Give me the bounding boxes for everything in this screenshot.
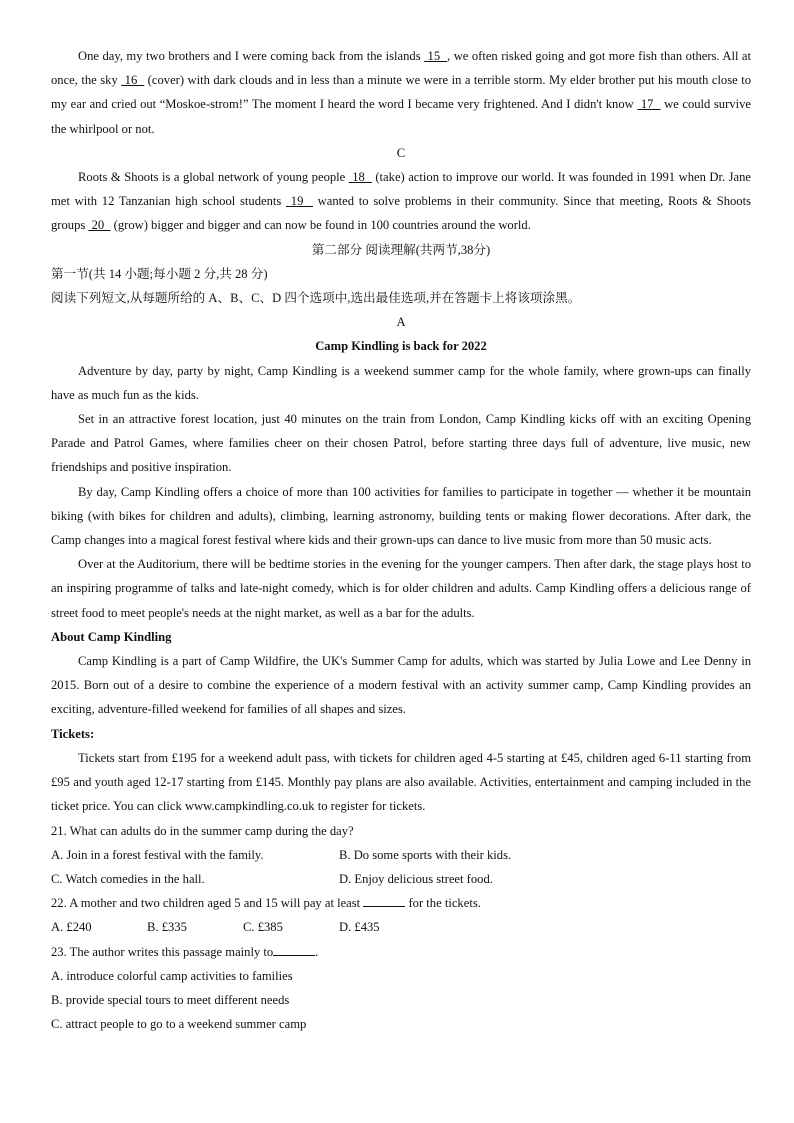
article-paragraph-3: By day, Camp Kindling offers a choice of more than 100 activities for families to participate in together — whether it be mountain biking (with bikes for children and adults), climbing, learning astronomy, building tents or making flower decorations. After dark, the Camp changes into a magical forest festival where kids and their grown-ups can dance to live music from more than 50 music acts. [51, 484, 751, 548]
text-segment: (cover) with dark clouds and in less than a minute we were in a terrible storm. My elder brother put his mouth close to my ear and cried out “Moskoe-strom!” The moment I heard the word I became very frightened. And I didn't know [51, 73, 751, 112]
blank-17[interactable]: 17 [637, 97, 661, 112]
text-segment: (grow) bigger and bigger and can now be found in 100 countries around the world. [110, 218, 531, 233]
article-label: A [396, 315, 406, 330]
text-segment: (take) action to improve our world. It was founded in 1991 when Dr. Jane met with 12 Tanzanian high school students [51, 170, 751, 209]
tickets-heading: Tickets: [51, 726, 95, 741]
q22-option-b[interactable]: B. £335 [147, 920, 187, 935]
exam-page [51, 44, 751, 1036]
q21-options-row-2 [51, 867, 751, 891]
q23-option-b[interactable]: B. provide special tours to meet different needs [51, 992, 290, 1007]
passage-c-label: C [396, 145, 406, 160]
question-23 [51, 940, 751, 964]
part2-title: 第二部分 阅读理解(共两节,38分) [311, 242, 491, 257]
answer-blank[interactable] [363, 893, 405, 907]
question-21: 21. What can adults do in the summer camp during the day? [51, 823, 354, 838]
text-segment: . [315, 944, 319, 959]
q22-option-a[interactable]: A. £240 [51, 920, 92, 935]
q23-option-c[interactable]: C. attract people to go to a weekend summer camp [51, 1017, 307, 1032]
q22-option-d[interactable]: D. £435 [339, 920, 380, 935]
about-heading: About Camp Kindling [51, 629, 172, 644]
text-segment: One day, my two brothers and I were coming back from the islands [78, 49, 425, 63]
section1-heading: 第一节(共 14 小题;每小题 2 分,共 28 分) [51, 266, 268, 281]
article-paragraph-2: Set in an attractive forest location, just 40 minutes on the train from London, Camp Kindling kicks off with an exciting Opening Parade and Patrol Games, where families cheer on their chosen Patrol, before starting three days full of adventure, live music, new friendships and positive inspiration. [51, 412, 751, 475]
q23-option-a[interactable]: A. introduce colorful camp activities to families [51, 968, 293, 983]
article-paragraph-1: Adventure by day, party by night, Camp Kindling is a weekend summer camp for the whole family, where grown-ups can finally have as much fun as the kids. [51, 363, 751, 402]
passage-b-paragraph [51, 44, 751, 141]
blank-16[interactable]: 16 [121, 73, 145, 88]
blank-19[interactable]: 19 [286, 194, 313, 209]
text-segment: 23. The author writes this passage mainly to [51, 944, 274, 959]
q21-option-b[interactable]: B. Do some sports with their kids. [339, 847, 512, 862]
text-segment: for the tickets. [405, 896, 481, 911]
blank-15[interactable]: 15 [424, 49, 448, 63]
article-paragraph-4: Over at the Auditorium, there will be bedtime stories in the evening for the younger campers. Then after dark, the stage plays host to an inspiring programme of talks and late-night comedy, which is for older children and adults. Camp Kindling offers a delicious range of street food to meet people's needs at the night market, as well as a bar for the adults. [51, 557, 751, 620]
text-segment: Roots & Shoots is a global network of young people [78, 170, 349, 185]
text-segment: wanted to solve problems in their community. Since that meeting, Roots & Shoots groups [51, 194, 751, 233]
article-title: Camp Kindling is back for 2022 [315, 339, 487, 354]
text-segment: we could survive the whirlpool or not. [51, 97, 751, 136]
q21-options-row-1 [51, 843, 751, 867]
section1-instruction: 阅读下列短文,从每题所给的 A、B、C、D 四个选项中,选出最佳选项,并在答题卡上将该项涂黑。 [51, 291, 581, 306]
q22-option-c[interactable]: C. £385 [243, 920, 283, 935]
article-paragraph-5: Camp Kindling is a part of Camp Wildfire, the UK's Summer Camp for adults, which was started by Julia Lowe and Lee Denny in 2015. Born out of a desire to combine the experience of a modern festival with an activity summer camp, Camp Kindling provides an exciting, adventure-filled weekend for families of all shapes and sizes. [51, 654, 751, 717]
text-segment: , we often risked going and got more fish than others. All at once, the sky [51, 49, 751, 88]
passage-c-paragraph [51, 165, 751, 238]
q22-options [51, 915, 751, 939]
blank-18[interactable]: 18 [348, 170, 372, 185]
q21-option-d[interactable]: D. Enjoy delicious street food. [339, 871, 493, 886]
answer-blank[interactable] [273, 942, 315, 956]
text-segment: 22. A mother and two children aged 5 and 15 will pay at least [51, 896, 364, 911]
question-22 [51, 891, 751, 915]
q21-option-a[interactable]: A. Join in a forest festival with the family. [51, 847, 264, 862]
blank-20[interactable]: 20 [88, 218, 111, 233]
q21-option-c[interactable]: C. Watch comedies in the hall. [51, 871, 205, 886]
article-paragraph-6: Tickets start from £195 for a weekend adult pass, with tickets for children aged 4-5 starting at £45, children aged 6-11 starting from £95 and youth aged 12-17 starting from £145. Monthly pay plans are also available. Activities, entertainment and camping included in the ticket price. You can click www.campkindling.co.uk to register for tickets. [51, 750, 751, 814]
